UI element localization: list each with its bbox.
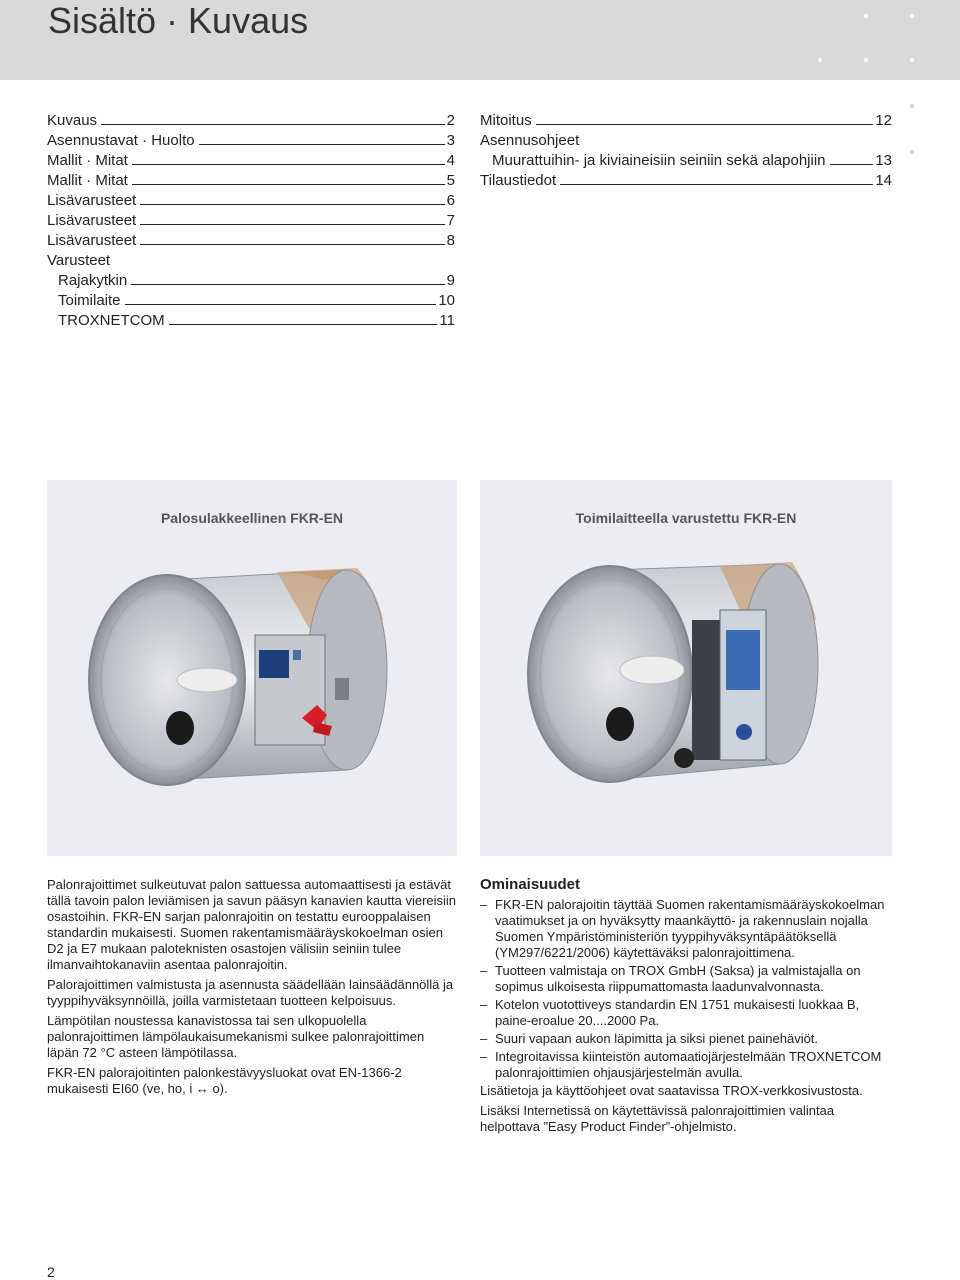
decor-dot [818, 58, 822, 62]
fire-damper-illustration [47, 480, 457, 856]
paragraph: Palorajoittimen valmistusta ja asennusta säädellään lainsäädännöllä ja tyyppihyväksynnöillä, joilla varmistetaan tuotteen kelpoisuus. [47, 977, 454, 1008]
toc-entry[interactable]: Tilaustiedot 14 [480, 172, 892, 189]
list-item: – Kotelon vuotottiveys standardin EN 1751 mukaisesti luokkaa B, paine-eroalue 20....2000 Pa. [480, 997, 860, 1028]
paragraph: Lisätietoja ja käyttöohjeet ovat saatavissa TROX-verkkosivustosta. [480, 1083, 863, 1098]
decor-dot [910, 58, 914, 62]
product-image-fusible-link [47, 480, 457, 856]
decor-dot [864, 14, 868, 18]
paragraph: Lämpötilan noustessa kanavistossa tai sen ulkopuolella palonrajoittimen lämpölaukaisumekanismi sulkee palonrajoittimen läpän 72 °C asteen lämpötilassa. [47, 1013, 425, 1060]
toc-entry[interactable]: Kuvaus 2 [47, 112, 455, 129]
toc-entry[interactable]: Muurattuihin- ja kiviaineisiin seiniin sekä alapohjiin 13 [492, 152, 892, 169]
toc-entry[interactable]: Mallit · Mitat 4 [47, 152, 455, 169]
toc-entry[interactable]: Asennustavat · Huolto 3 [47, 132, 455, 149]
features-heading: Ominaisuudet [480, 876, 581, 893]
toc-entry[interactable]: Lisävarusteet 7 [47, 212, 455, 229]
toc-entry[interactable]: TROXNETCOM 11 [58, 312, 455, 329]
paragraph: FKR-EN palorajoitinten palonkestävyysluokat ovat EN-1366-2 mukaisesti EI60 (ve, ho, i ↔ o). [47, 1065, 402, 1096]
toc-section-heading: Asennusohjeet [480, 132, 580, 149]
decor-dot [910, 104, 914, 108]
decor-dot [910, 14, 914, 18]
toc-entry[interactable]: Lisävarusteet 6 [47, 192, 455, 209]
fire-damper-actuator-illustration [480, 480, 892, 856]
list-item: – Suuri vapaan aukon läpimitta ja siksi pienet painehäviöt. [480, 1031, 819, 1046]
toc-entry[interactable]: Rajakytkin 9 [58, 272, 455, 289]
description-text [47, 877, 457, 1101]
toc-entry[interactable]: Lisävarusteet 8 [47, 232, 455, 249]
toc-section-heading: Varusteet [47, 252, 111, 269]
toc-entry[interactable]: Mitoitus 12 [480, 112, 892, 129]
image-caption: Toimilaitteella varustettu FKR-EN [575, 510, 797, 526]
product-image-actuator [480, 480, 892, 856]
paragraph: Palonrajoittimet sulkeutuvat palon sattuessa automaattisesti ja estävät tällä tavoin palon leviämisen ja savun pääsyn kanavien kautta viereisiin osastoihin. FKR-EN sarjan palonrajoitin on testattu eurooppalaisen standardin mukaisesti. Suomen rakentamismääräyskokoelman osien D2 ja E7 mukaan paloteknisten osastojen välisiin seiniin tulee ilmanvaihtokanaviin asentaa palonrajoitin. [47, 877, 457, 972]
list-item: – Integroitavissa kiinteistön automaatiojärjestelmään TROXNETCOM palonrajoittimien ohjausjärjestelmän avulla. [480, 1049, 882, 1080]
image-caption: Palosulakkeellinen FKR-EN [160, 510, 344, 526]
list-item: – FKR-EN palorajoitin täyttää Suomen rakentamismääräyskokoelman vaatimukset ja on hyväksytty maankäyttö- ja rakennuslain nojalla Suomen Ympäristöministeriön tyyppihyväksyntäpäätöksellä (YM297/6221/2006) käytettäväksi palonrajoittimena. [480, 897, 885, 960]
page-number: 2 [47, 1264, 55, 1280]
paragraph: Lisäksi Internetissä on käytettävissä palonrajoittimien valintaa helpottava ”Easy Product Finder”-ohjelmisto. [480, 1103, 835, 1134]
list-item: – Tuotteen valmistaja on TROX GmbH (Saksa) ja valmistajalla on sopimus ulkoisesta riippumattomasta laadunvalvonnasta. [480, 963, 861, 994]
toc-entry[interactable]: Mallit · Mitat 5 [47, 172, 455, 189]
decor-dot [864, 58, 868, 62]
toc-entry[interactable]: Toimilaite 10 [58, 292, 455, 309]
features-section [480, 877, 890, 1139]
decor-dot [910, 150, 914, 154]
page-header [0, 0, 960, 80]
page-title: Sisältö · Kuvaus [48, 0, 309, 41]
